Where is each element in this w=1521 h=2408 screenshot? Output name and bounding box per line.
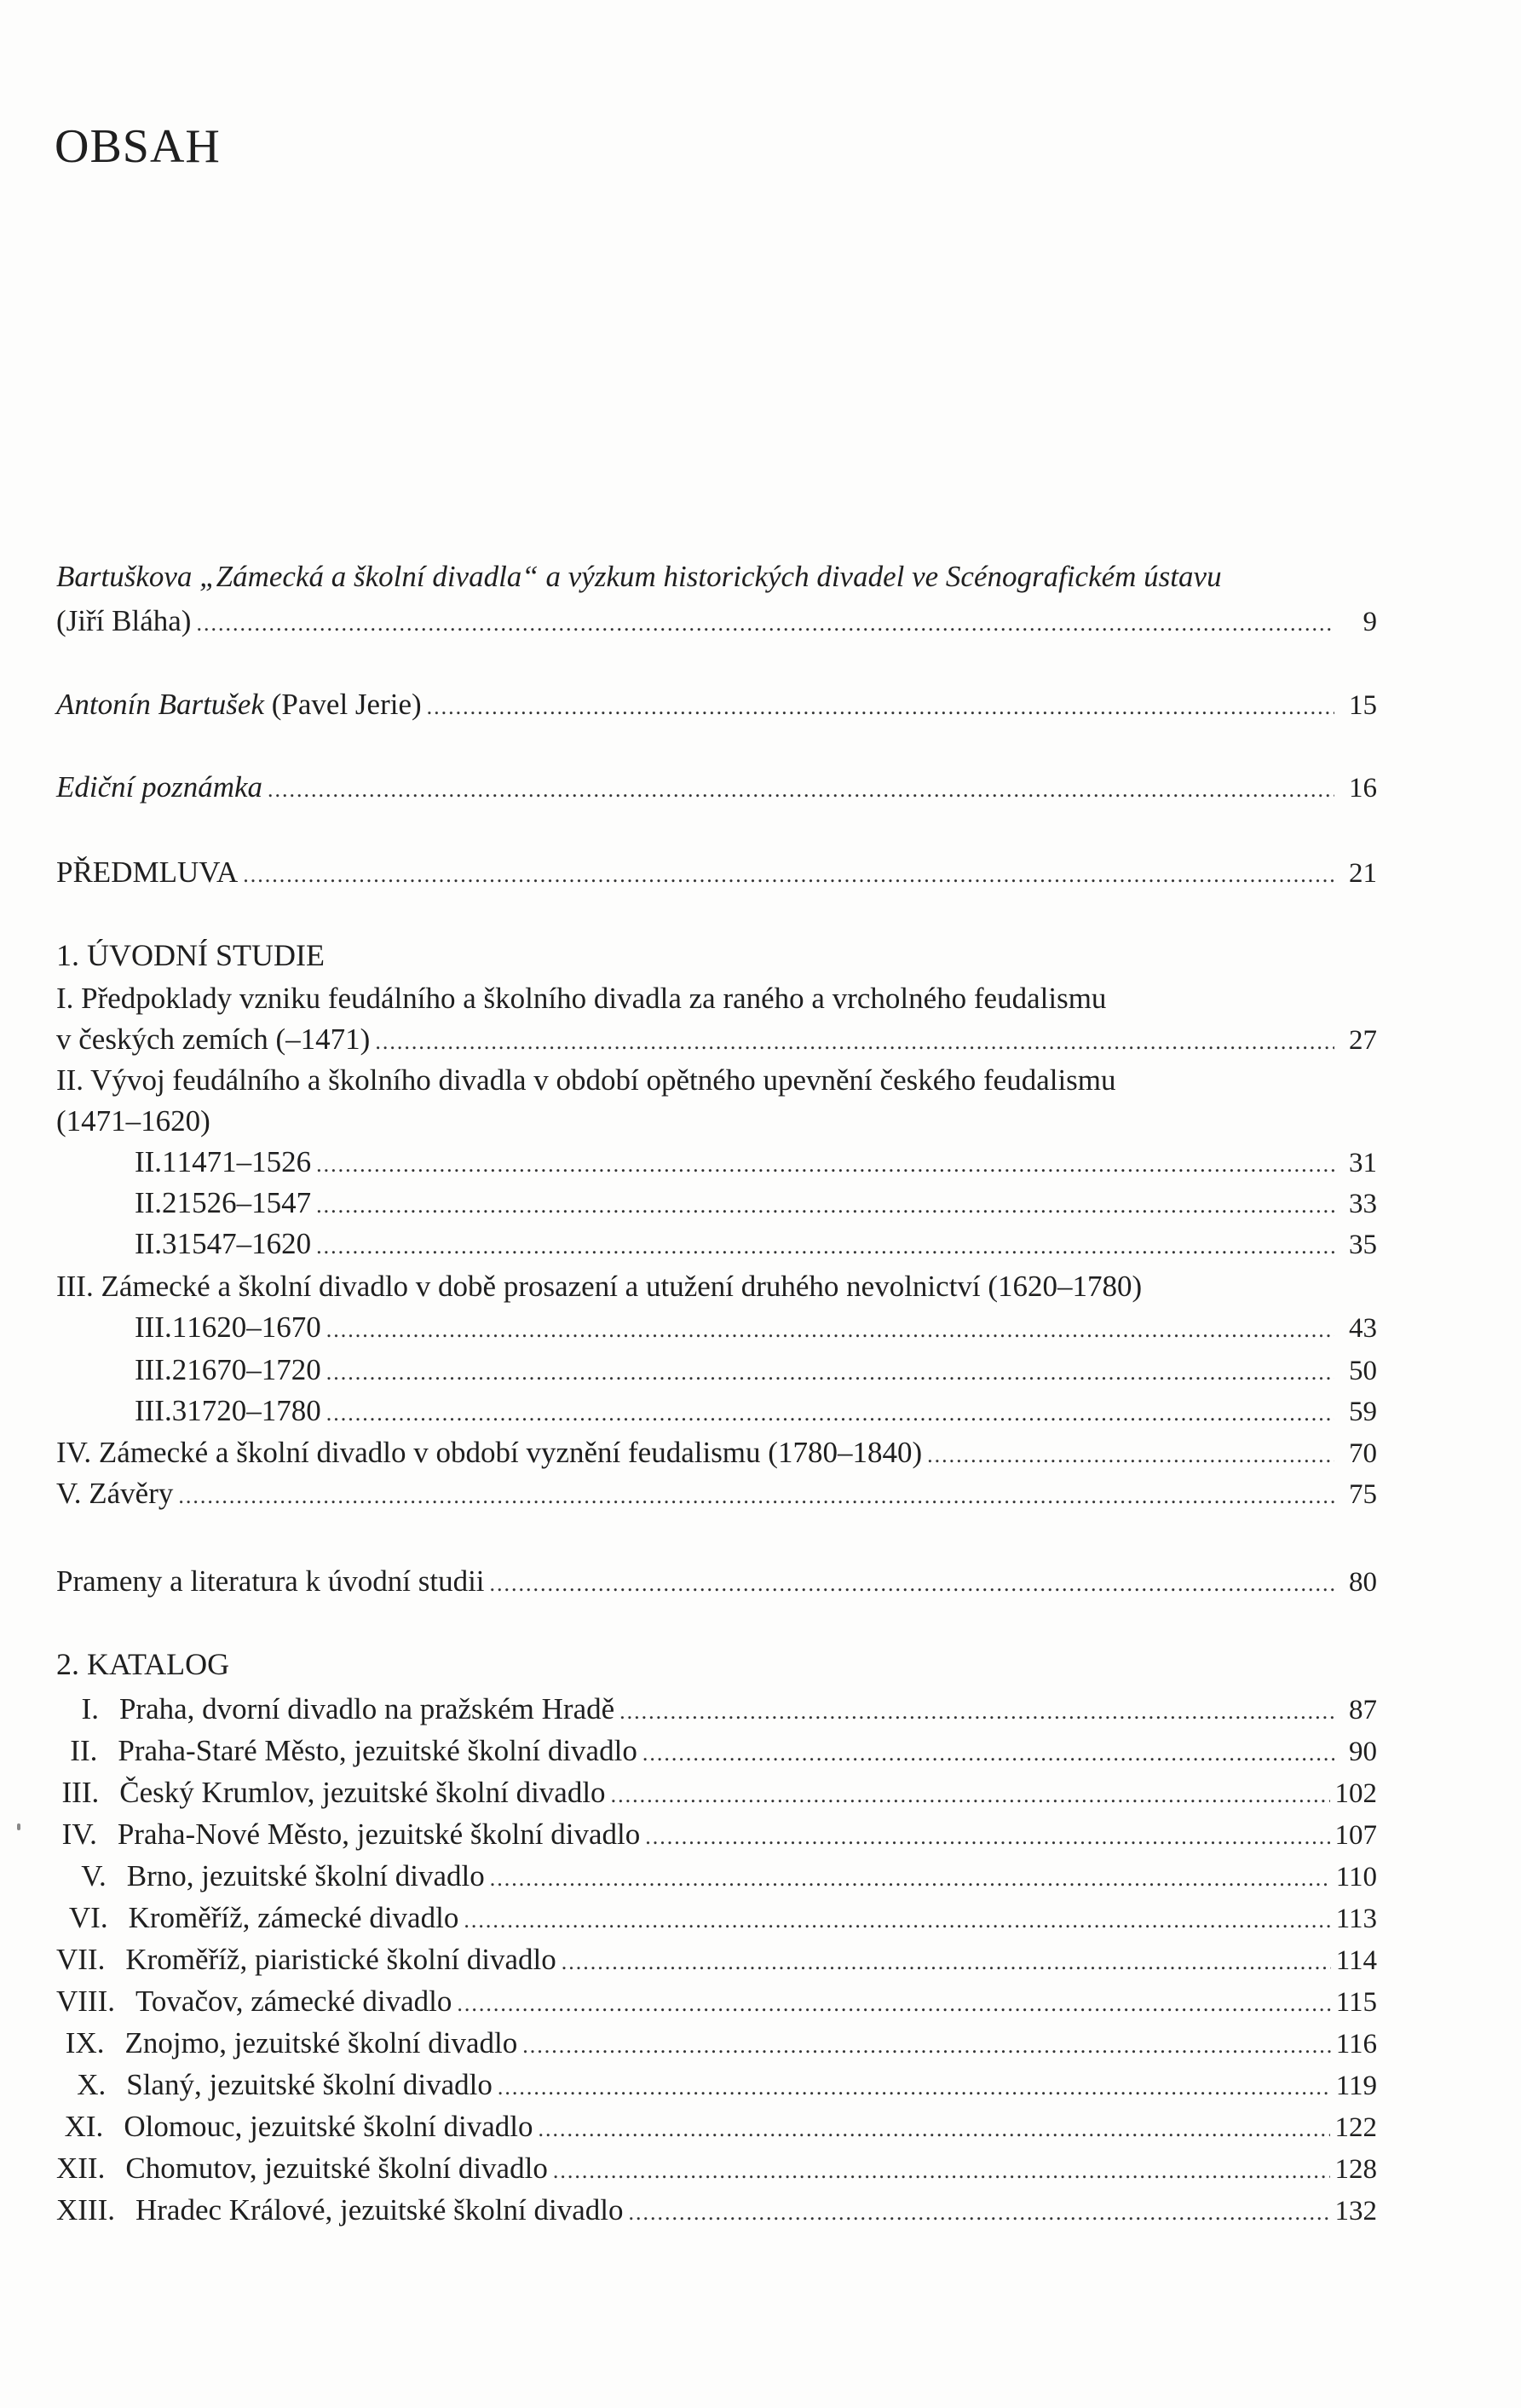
- dot-leader: [464, 1900, 1330, 1941]
- page-number: 114: [1335, 1945, 1377, 1976]
- toc-chapter-1-line1: [56, 978, 1377, 1019]
- catalog-label: Hradec Králové, jezuitské školní divadlo: [135, 2193, 624, 2227]
- toc-subentry[interactable]: [56, 1307, 1377, 1351]
- section-heading-katalog: 2. KATALOG: [56, 1647, 230, 1681]
- page-number: 107: [1334, 1820, 1377, 1851]
- subentry-number: II.1: [135, 1145, 177, 1178]
- toc-entry-bartuskova[interactable]: [56, 601, 1377, 644]
- page-number: 33: [1349, 1189, 1377, 1219]
- dot-leader: [427, 687, 1334, 728]
- toc-entry-label: Bartuškova „Zámecká a školní divadla“ a výzkum historických divadel ve Scénografickém ústavu: [56, 560, 1222, 593]
- page-number: 75: [1349, 1479, 1377, 1510]
- subentry-label: 1471–1526: [176, 1145, 312, 1178]
- subentry-number: III.1: [135, 1311, 187, 1344]
- catalog-item[interactable]: [56, 1772, 1377, 1816]
- catalog-number: V.: [81, 1859, 107, 1892]
- toc-entry-label: III. Zámecké a školní divadlo v době prosazení a utužení druhého nevolnictví (1620–1780): [56, 1270, 1143, 1303]
- subentry-number: III.2: [135, 1353, 187, 1386]
- page-number: 50: [1349, 1356, 1377, 1386]
- toc-entry-label: V. Závěry: [56, 1477, 174, 1510]
- catalog-number: IX.: [65, 2026, 105, 2059]
- subentry-label: 1547–1620: [176, 1227, 312, 1260]
- toc-subentry[interactable]: [56, 1183, 1377, 1226]
- dot-leader: [927, 1435, 1334, 1476]
- dot-leader: [645, 1817, 1329, 1858]
- subentry-number: III.3: [135, 1394, 187, 1427]
- dot-leader: [316, 1226, 1334, 1267]
- toc-entry-label: I. Předpoklady vzniku feudálního a školního divadla za raného a vrcholného feudalismu: [56, 982, 1107, 1015]
- page-number: 70: [1349, 1438, 1377, 1469]
- toc-chapter-2-line2: [56, 1101, 1377, 1142]
- toc-subentry[interactable]: [56, 1142, 1377, 1185]
- toc-entry-label: (1471–1620): [56, 1104, 210, 1138]
- page-title: OBSAH: [55, 120, 221, 173]
- catalog-number: XII.: [56, 2152, 106, 2185]
- catalog-number: IV.: [61, 1818, 97, 1851]
- toc-entry-label: Prameny a literatura k úvodní studii: [56, 1564, 485, 1598]
- toc-chapter-2-line1: [56, 1060, 1377, 1101]
- toc-subentry[interactable]: [56, 1391, 1377, 1434]
- dot-leader: [196, 603, 1334, 644]
- dot-leader: [326, 1310, 1334, 1351]
- toc-entry-prameny[interactable]: [56, 1561, 1377, 1604]
- page-number: 115: [1335, 1987, 1377, 2018]
- page-number: 110: [1335, 1862, 1377, 1892]
- toc-entry-antonin-bartusek[interactable]: [56, 684, 1377, 728]
- catalog-number: X.: [77, 2068, 107, 2101]
- catalog-item[interactable]: [56, 1814, 1377, 1858]
- page-number: 132: [1334, 2196, 1377, 2227]
- toc-entry-bartuskova-line1: [56, 556, 1377, 597]
- catalog-item[interactable]: [56, 1856, 1377, 1899]
- subentry-number: II.2: [135, 1186, 177, 1219]
- catalog-number: I.: [81, 1692, 99, 1725]
- catalog-label: Praha, dvorní divadlo na pražském Hradě: [118, 1692, 615, 1725]
- page-number: 116: [1335, 2029, 1377, 2059]
- catalog-item[interactable]: [56, 2190, 1377, 2233]
- page-number: 113: [1335, 1904, 1377, 1934]
- subentry-label: 1526–1547: [176, 1186, 312, 1219]
- dot-leader: [611, 1775, 1330, 1816]
- dot-leader: [628, 2192, 1329, 2233]
- catalog-item[interactable]: [56, 2065, 1377, 2108]
- page-number: 119: [1335, 2071, 1377, 2101]
- catalog-label: Slaný, jezuitské školní divadlo: [126, 2068, 493, 2101]
- toc-chapter-1[interactable]: [56, 1019, 1377, 1063]
- toc-entry-label: (Jiří Bláha): [56, 604, 192, 637]
- page-number: 87: [1349, 1695, 1377, 1725]
- subentry-label: 1720–1780: [187, 1394, 321, 1427]
- page-number: 59: [1349, 1397, 1377, 1427]
- dot-leader: [642, 1733, 1334, 1774]
- page-number: 90: [1349, 1737, 1377, 1767]
- toc-entry-predmluva[interactable]: [56, 852, 1377, 896]
- page-number: 128: [1334, 2154, 1377, 2185]
- catalog-label: Brno, jezuitské školní divadlo: [126, 1859, 485, 1892]
- dot-leader: [457, 1984, 1330, 2025]
- toc-entry-label: Ediční poznámka: [56, 770, 263, 804]
- catalog-label: Český Krumlov, jezuitské školní divadlo: [119, 1776, 606, 1809]
- dot-leader: [316, 1144, 1334, 1185]
- dot-leader: [498, 2067, 1331, 2108]
- catalog-label: Znojmo, jezuitské školní divadlo: [124, 2026, 518, 2059]
- toc-entry-label-author: (Pavel Jerie): [264, 688, 422, 721]
- page-number: 80: [1349, 1567, 1377, 1598]
- toc-chapter-5[interactable]: [56, 1473, 1377, 1517]
- page-number: 21: [1349, 858, 1377, 889]
- catalog-label: Praha-Staré Město, jezuitské školní divadlo: [118, 1734, 637, 1767]
- dot-leader: [619, 1691, 1334, 1732]
- subentry-label: 1670–1720: [187, 1353, 321, 1386]
- dot-leader: [326, 1352, 1334, 1393]
- catalog-label: Chomutov, jezuitské školní divadlo: [125, 2152, 548, 2185]
- catalog-number: XIII.: [56, 2193, 115, 2227]
- toc-entry-label: v českých zemích (–1471): [56, 1023, 371, 1056]
- page-number: 16: [1349, 773, 1377, 804]
- subentry-number: II.3: [135, 1227, 177, 1260]
- dot-leader: [490, 1858, 1331, 1899]
- toc-subentry[interactable]: [56, 1350, 1377, 1393]
- catalog-label: Kroměříž, piaristické školní divadlo: [125, 1943, 556, 1976]
- catalog-item[interactable]: [56, 1898, 1377, 1941]
- catalog-item[interactable]: [56, 2023, 1377, 2066]
- dot-leader: [243, 855, 1334, 896]
- catalog-number: II.: [70, 1734, 98, 1767]
- toc-entry-label: Antonín Bartušek: [56, 688, 264, 721]
- catalog-label: Kroměříž, zámecké divadlo: [128, 1901, 459, 1934]
- catalog-item[interactable]: [56, 1731, 1377, 1774]
- catalog-label: Tovačov, zámecké divadlo: [135, 1985, 452, 2018]
- page-number: 31: [1349, 1148, 1377, 1178]
- toc-chapter-3[interactable]: [56, 1266, 1377, 1307]
- catalog-item[interactable]: [56, 2106, 1377, 2150]
- page-number: 35: [1349, 1230, 1377, 1260]
- section-heading-uvodni-studie: 1. ÚVODNÍ STUDIE: [56, 938, 325, 972]
- toc-entry-label: PŘEDMLUVA: [56, 855, 239, 889]
- catalog-number: VI.: [68, 1901, 108, 1934]
- toc-chapter-4[interactable]: [56, 1432, 1377, 1476]
- toc-subentry[interactable]: [56, 1224, 1377, 1267]
- catalog-number: III.: [61, 1776, 100, 1809]
- page-number: 9: [1363, 607, 1377, 637]
- catalog-item[interactable]: [56, 1689, 1377, 1732]
- catalog-item[interactable]: [56, 2148, 1377, 2192]
- dot-leader: [562, 1942, 1331, 1983]
- scan-speck: [17, 1823, 20, 1830]
- page-number: 122: [1334, 2112, 1377, 2143]
- dot-leader: [178, 1476, 1334, 1517]
- dot-leader: [268, 769, 1334, 810]
- page-number: 27: [1349, 1025, 1377, 1056]
- toc-entry-edicni-poznamka[interactable]: [56, 767, 1377, 810]
- subentry-label: 1620–1670: [187, 1311, 321, 1344]
- toc-entry-label: II. Vývoj feudálního a školního divadla v období opětného upevnění českého feudalismu: [56, 1063, 1116, 1097]
- catalog-number: XI.: [64, 2110, 104, 2143]
- dot-leader: [326, 1393, 1334, 1434]
- catalog-label: Praha-Nové Město, jezuitské školní divadlo: [117, 1818, 641, 1851]
- page-number: 15: [1349, 690, 1377, 721]
- dot-leader: [316, 1185, 1334, 1226]
- page-number: 102: [1334, 1778, 1377, 1809]
- catalog-number: VII.: [56, 1943, 106, 1976]
- catalog-item[interactable]: [56, 1939, 1377, 1983]
- catalog-label: Olomouc, jezuitské školní divadlo: [124, 2110, 533, 2143]
- dot-leader: [375, 1022, 1334, 1063]
- toc-entry-label: IV. Zámecké a školní divadlo v období vyznění feudalismu (1780–1840): [56, 1436, 923, 1469]
- dot-leader: [490, 1564, 1334, 1604]
- page-number: 43: [1349, 1313, 1377, 1344]
- dot-leader: [553, 2151, 1330, 2192]
- dot-leader: [522, 2025, 1330, 2066]
- dot-leader: [539, 2109, 1330, 2150]
- catalog-number: VIII.: [56, 1985, 115, 2018]
- catalog-item[interactable]: [56, 1981, 1377, 2025]
